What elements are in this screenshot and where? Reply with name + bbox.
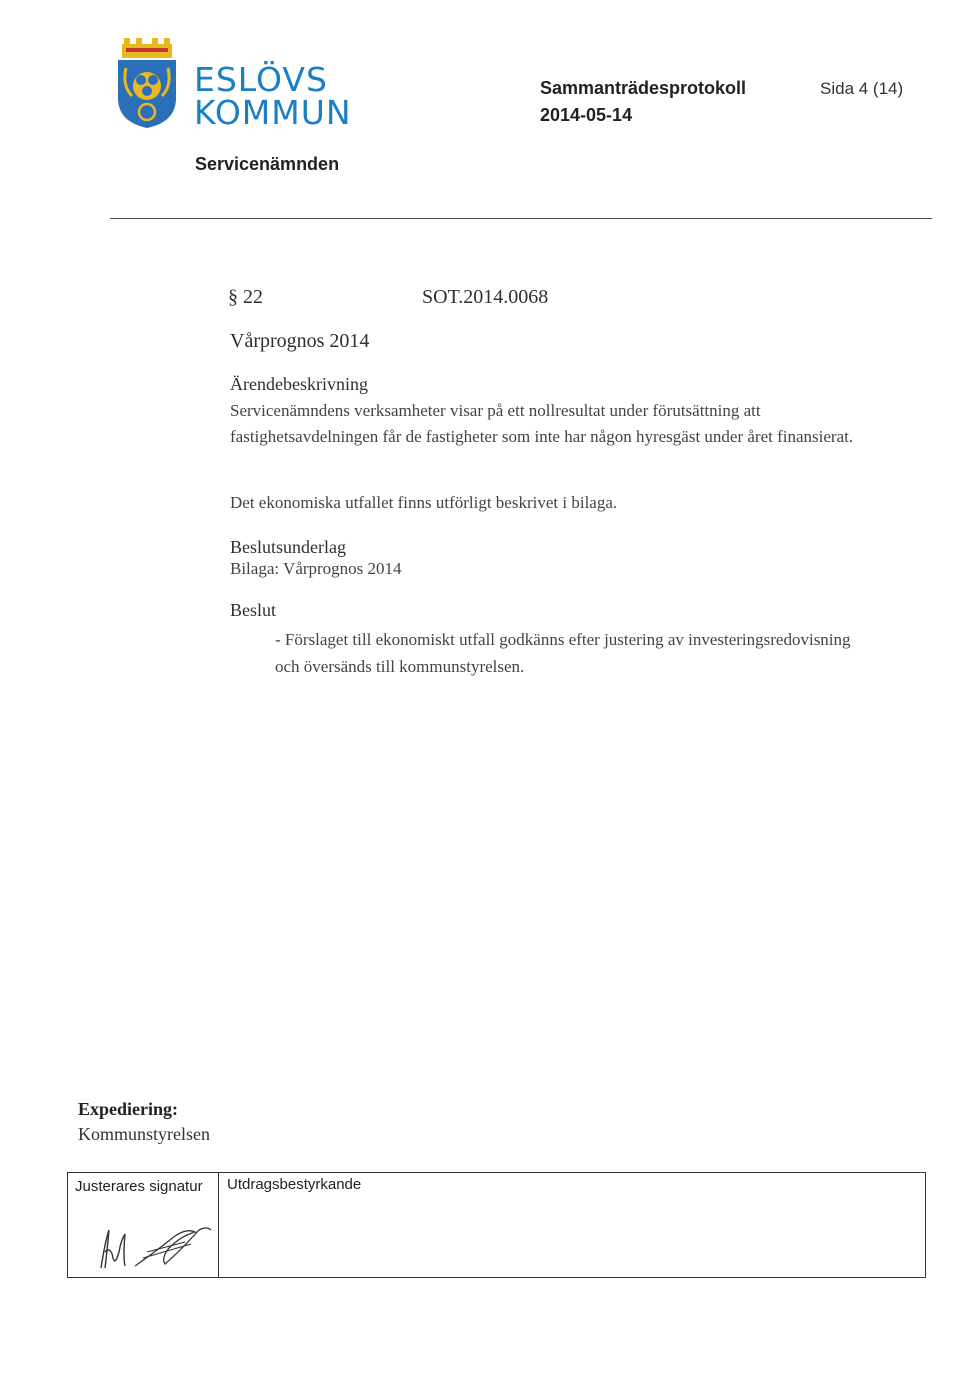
background-heading: Ärendebeskrivning — [230, 374, 368, 394]
municipal-coat-of-arms — [112, 38, 182, 128]
logo-wordmark-line2: KOMMUN — [194, 93, 352, 132]
distribution-heading: Expediering: — [78, 1099, 179, 1119]
decision-text: - Förslaget till ekonomiskt utfall godkänns efter justering av investeringsredovisning och översänds till kommunstyrelsen. — [275, 630, 851, 676]
document-date: 2014-05-14 — [540, 105, 633, 125]
background-text: Servicenämndens verksamheter visar på ett nollresultat under förutsättning att fastighetsavdelningen får de fastigheter som inte har någon hyresgäst under året finansierat. — [230, 401, 854, 446]
case-number: SOT.2014.0068 — [422, 286, 549, 308]
decision-heading: Beslut — [230, 600, 277, 620]
economic-text: Det ekonomiska utfallet finns utförligt beskrivet i bilaga. — [230, 493, 618, 512]
logo-wordmark-line1: ESLÖVS — [194, 60, 328, 99]
extract-label: Utdragsbestyrkande — [227, 1176, 362, 1193]
distribution-recipient: Kommunstyrelsen — [78, 1124, 210, 1144]
document-type: Sammanträdesprotokoll — [540, 78, 747, 98]
board-name: Servicenämnden — [195, 154, 340, 174]
handwritten-signature — [95, 1222, 215, 1274]
basis-heading: Beslutsunderlag — [230, 537, 346, 557]
paragraph-number: § 22 — [228, 286, 263, 308]
signature-box-divider — [218, 1172, 219, 1278]
header-divider — [110, 218, 932, 219]
basis-text: Bilaga: Vårprognos 2014 — [230, 559, 402, 578]
signature-label: Justerares signatur — [75, 1178, 203, 1195]
page-number: Sida 4 (14) — [820, 79, 904, 98]
item-title: Vårprognos 2014 — [230, 330, 370, 352]
